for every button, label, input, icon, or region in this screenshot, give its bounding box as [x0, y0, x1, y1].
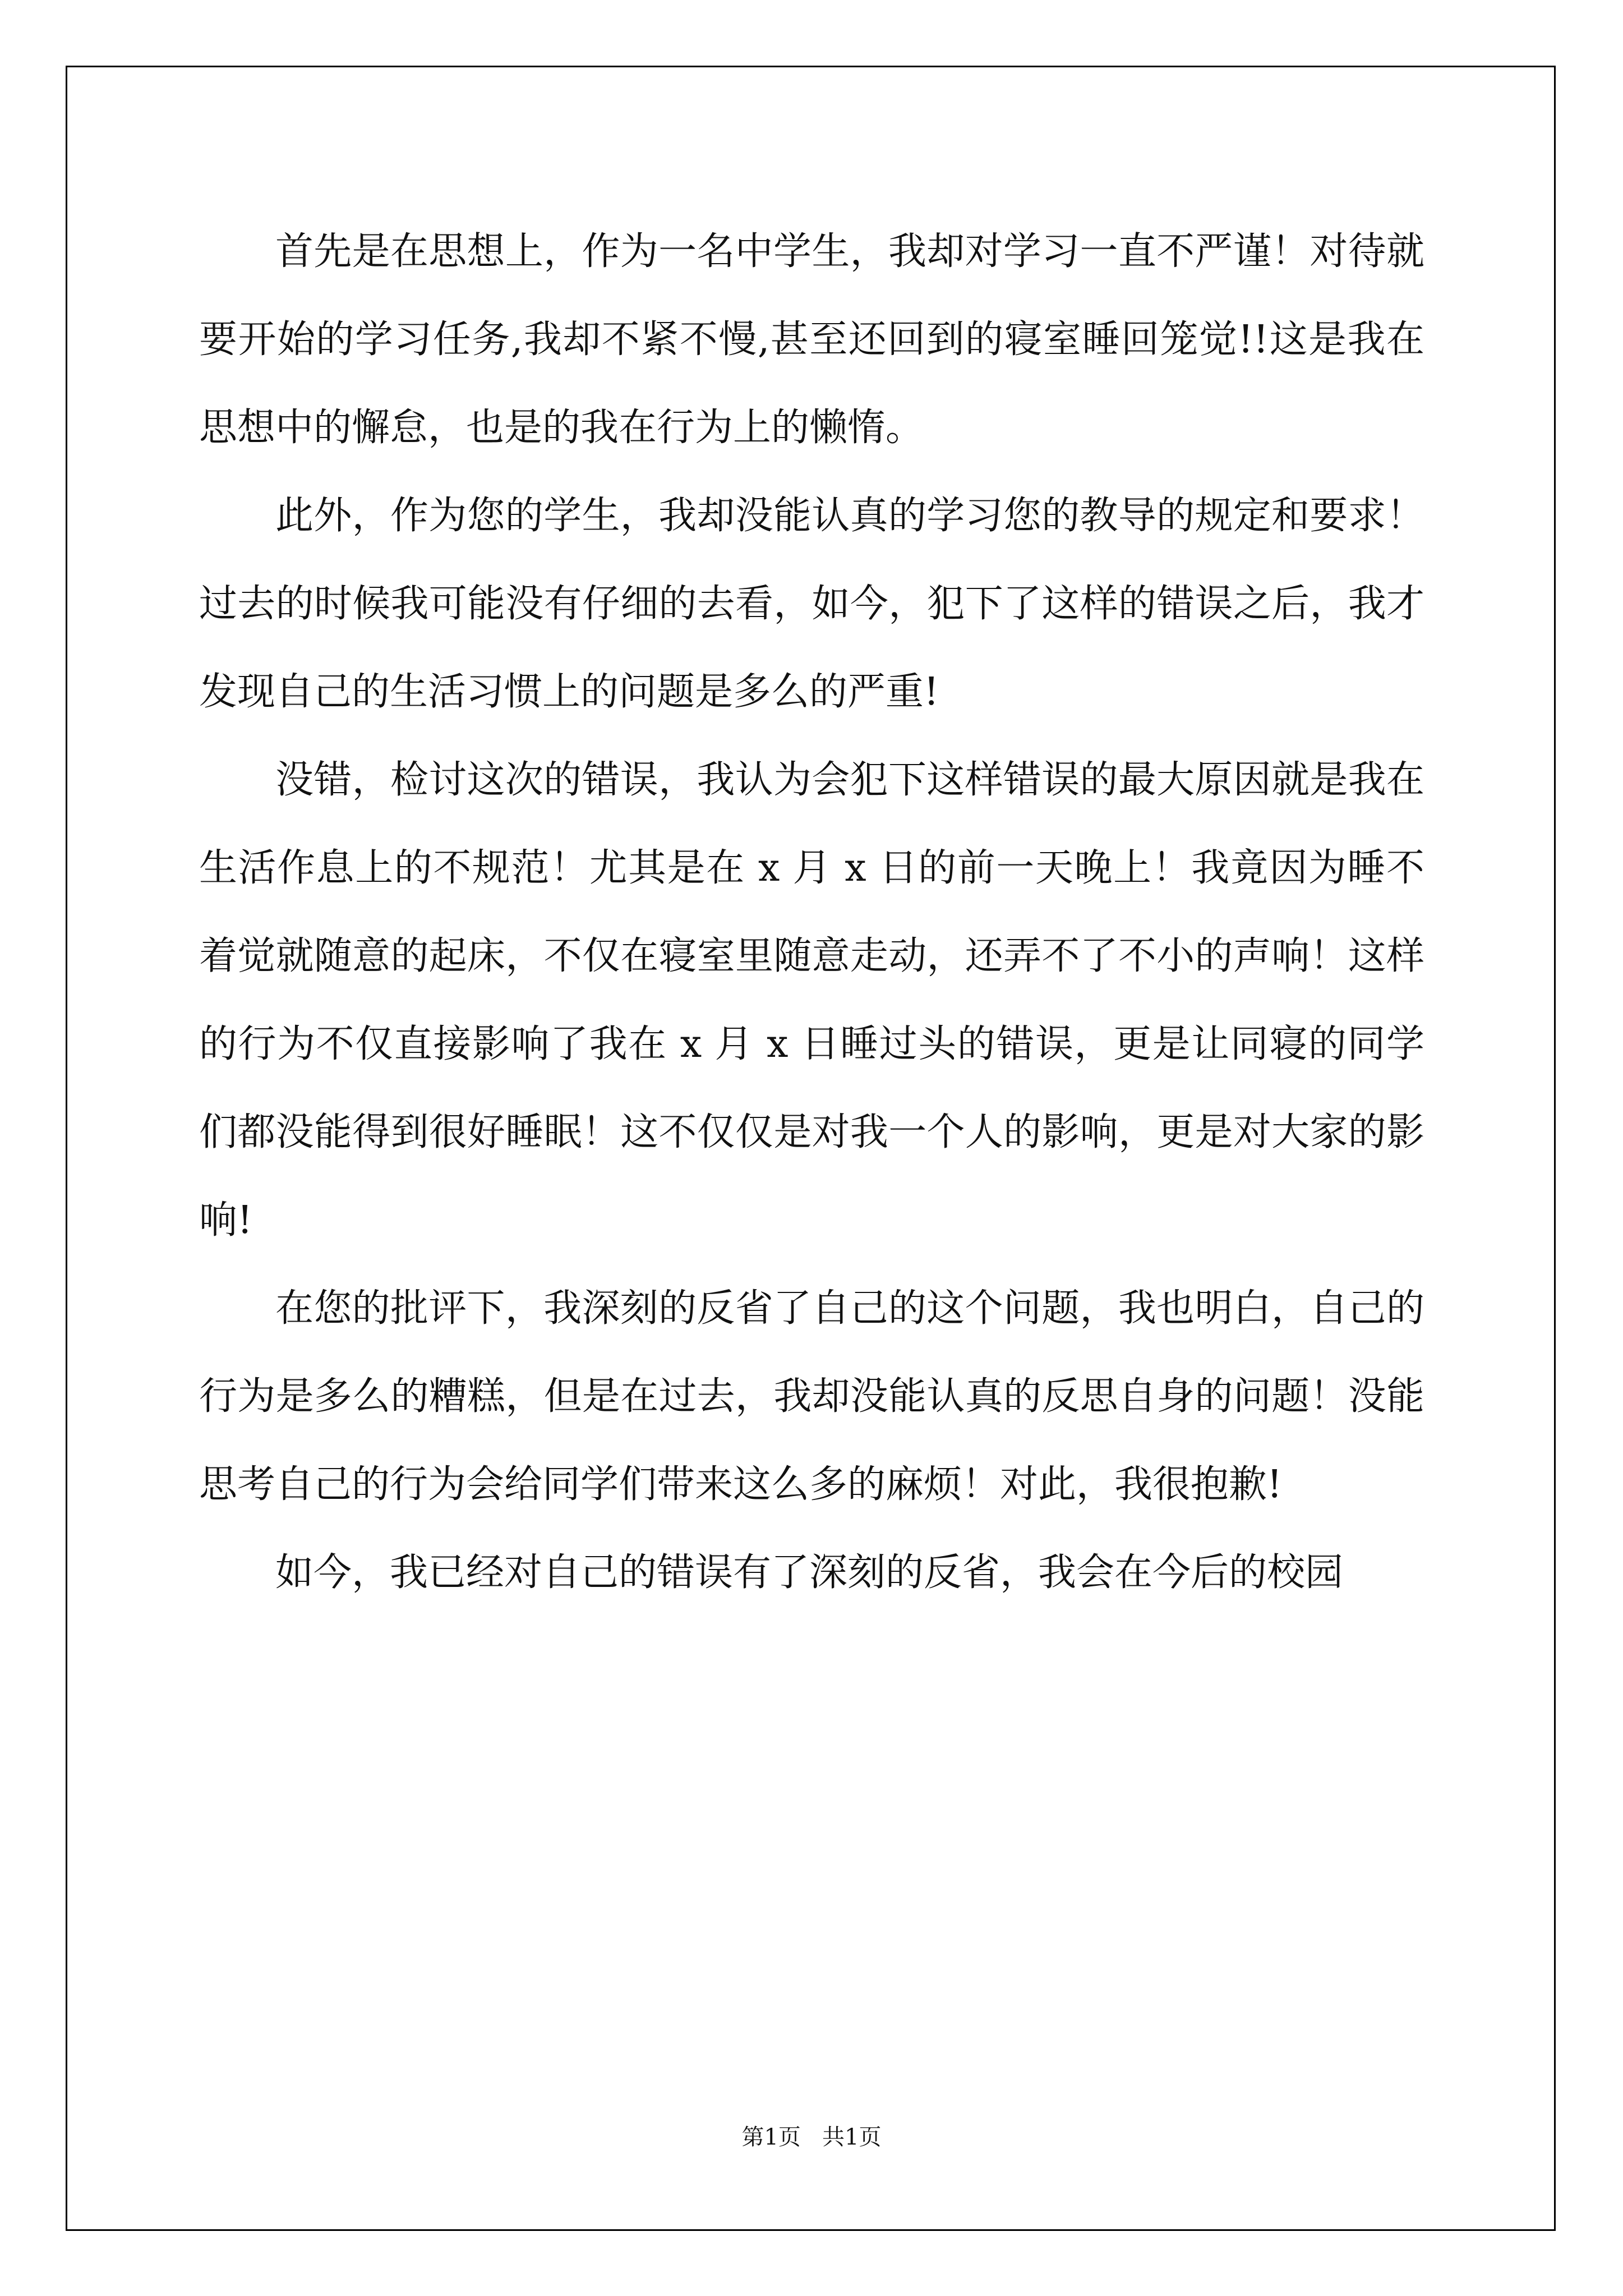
paragraph-1: 首先是在思想上，作为一名中学生，我却对学习一直不严谨！对待就要开始的学习任务,我却不紧不慢,甚至还回到的寝室睡回笼觉!!这是我在思想中的懈怠，也是的我在行为上的懒惰。: [199, 229, 1424, 450]
paragraph-5: 如今，我已经对自己的错误有了深刻的反省，我会在今后的校园: [275, 1550, 1344, 1595]
page-number-footer: 第1页 共1页: [741, 2124, 882, 2150]
paragraph-3: 没错，检讨这次的错误，我认为会犯下这样错误的最大原因就是我在生活作息上的不规范！尤其是在 x 月 x 日的前一天晚上！我竟因为睡不着觉就随意的起床，不仅在寝室里随意走动，还弄不了不小的声响！这样的行为不仅直接影响了我在 x 月 x 日睡过头的错误，更是让同寝的同学们都没能得到很好睡眠！这不仅仅是对我一个人的影响，更是对大家的影响!: [199, 758, 1424, 1243]
document-body: [199, 208, 1424, 1617]
paragraph-2: 此外，作为您的学生，我却没能认真的学习您的教导的规定和要求！过去的时候我可能没有仔细的去看，如今，犯下了这样的错误之后，我才发现自己的生活习惯上的问题是多么的严重!: [199, 494, 1424, 714]
paragraph-4: 在您的批评下，我深刻的反省了自己的这个问题，我也明白，自己的行为是多么的糟糕，但是在过去，我却没能认真的反思自身的问题！没能思考自己的行为会给同学们带来这么多的麻烦！对此，我很抱歉!: [199, 1286, 1424, 1507]
